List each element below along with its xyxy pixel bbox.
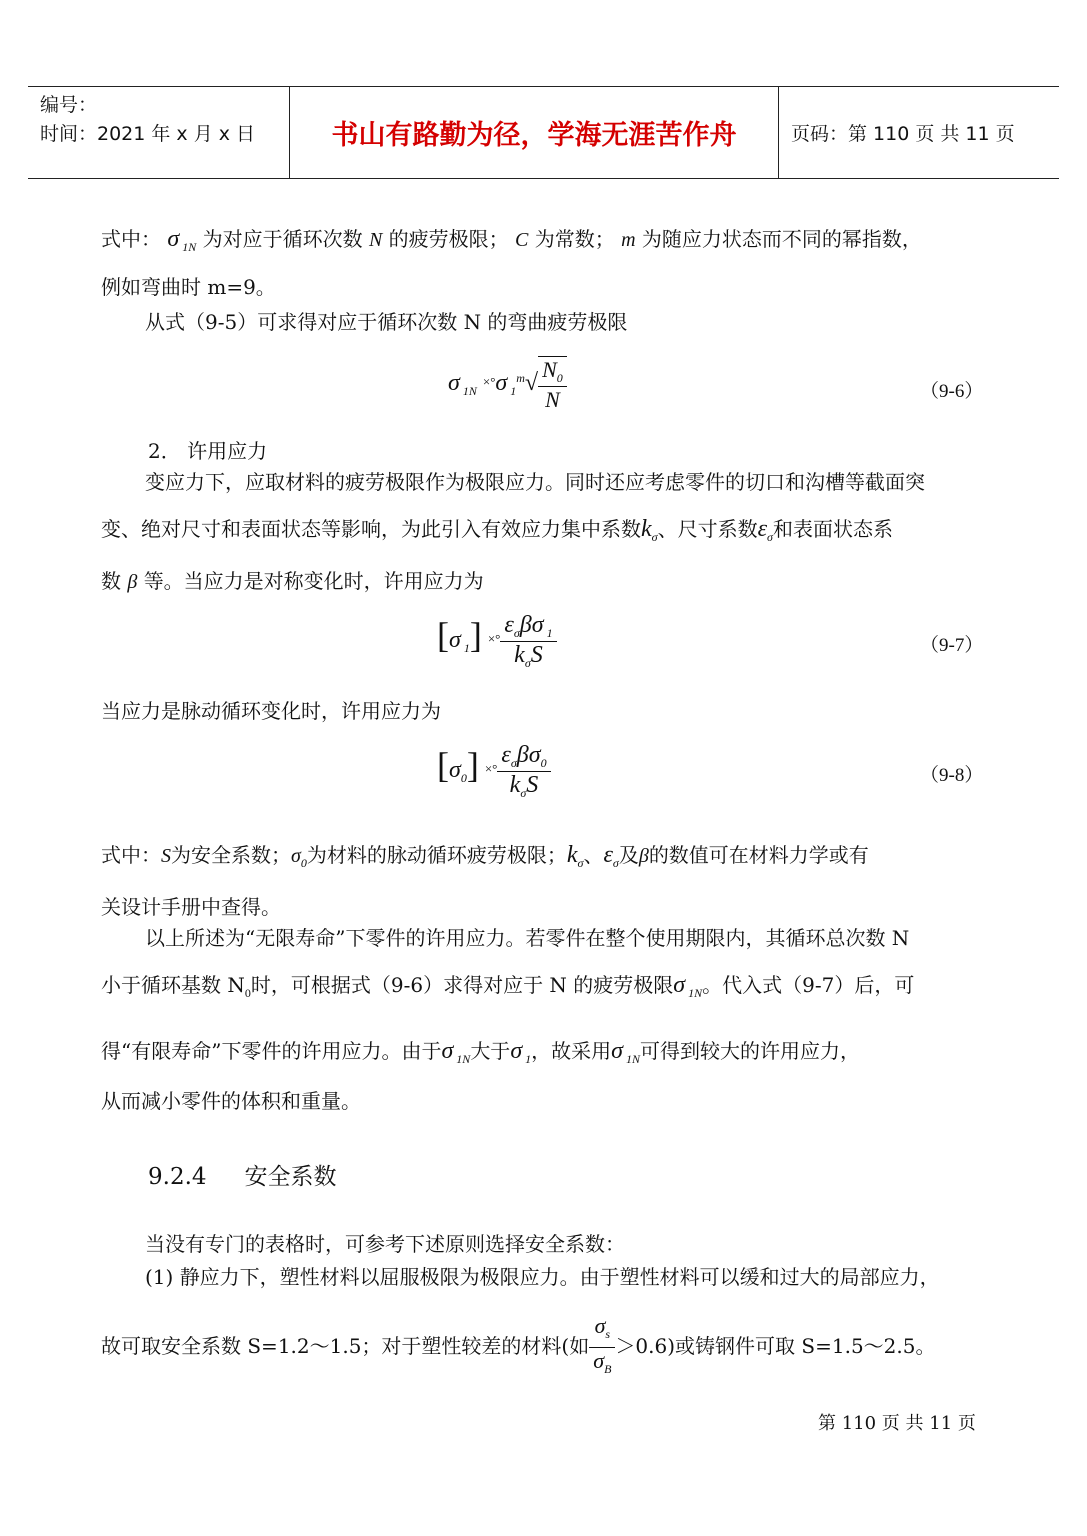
- equation-9-8: $[\sigma_0]$ ×° $\frac{\varepsilon_\sigma\beta\sigma_0}{k_\sigma S}$: [437, 742, 551, 801]
- paragraph-7: 当应力是脉动循环变化时，许用应力为: [101, 699, 441, 723]
- paragraph-10: 以上所述为“无限寿命”下零件的许用应力。若零件在整个使用期限内，其循环总次数 N: [145, 926, 910, 950]
- header-meta: [28, 87, 290, 178]
- sigma-1n-symbol: σ $_{1N}$: [167, 226, 197, 254]
- paragraph-16: 故可取安全系数 S=1.2～1.5；对于塑性较差的材料(如 $\frac{\sigma_s}{\sigma_B}$ ＞0.6)或铸钢件可取 S=1.5～2.5。: [101, 1313, 936, 1376]
- section-heading: [148, 1158, 337, 1191]
- code-label: 编号：: [40, 94, 98, 116]
- paragraph-6: 数 β 等。当应力是对称变化时，许用应力为: [101, 569, 484, 593]
- page-header: [28, 86, 1059, 179]
- equation-number-9-8: （9-8）: [920, 765, 984, 786]
- paragraph-4: 变应力下，应取材料的疲劳极限作为极限应力。同时还应考虑零件的切口和沟槽等截面突: [145, 470, 925, 494]
- equation-number-9-7: （9-7）: [920, 635, 984, 656]
- section-title: 安全系数: [244, 1164, 337, 1190]
- paragraph-8: 式中：S为安全系数；$\sigma_0$为材料的脉动循环疲劳极限；$k_\sigma$、$\varepsilon_\sigma$及β的数值可在材料力学或有: [101, 842, 869, 870]
- equation-9-6: σ $_{1N}$ ×°σ $_1^m$√ $\frac{N_0}{N}$: [448, 356, 567, 413]
- time-label: 时间：2021 年 x 月 x 日: [40, 123, 256, 145]
- paragraph-11: 小于循环基数 $N_0$时，可根据式（9-6）求得对应于 N 的疲劳极限σ $_{1N}$。代入式（9-7）后，可: [101, 972, 915, 1000]
- equation-number-9-6: （9-6）: [920, 381, 984, 402]
- equation-9-7: [σ $_1$] ×° $\frac{\varepsilon_\sigma\beta\sigma _1}{k_\sigma S}$: [437, 612, 557, 671]
- paragraph-14: 当没有专门的表格时，可参考下述原则选择安全系数：: [145, 1232, 625, 1256]
- header-motto: 书山有路勤为径，学海无涯苦作舟: [290, 87, 779, 178]
- header-page-info: 页码：第 110 页 共 11 页: [791, 123, 1015, 145]
- paragraph-5: 变、绝对尺寸和表面状态等影响，为此引入有效应力集中系数$k_\sigma$、尺寸系数$\varepsilon_\sigma$和表面状态系: [101, 516, 893, 544]
- paragraph-2: 例如弯曲时 m=9。: [101, 275, 276, 299]
- item-2-heading: 2． 许用应力: [148, 439, 268, 463]
- paragraph-9: 关设计手册中查得。: [101, 895, 281, 919]
- paragraph-3: 从式（9-5）可求得对应于循环次数 N 的弯曲疲劳极限: [145, 310, 628, 334]
- paragraph-13: 从而减小零件的体积和重量。: [101, 1089, 361, 1113]
- section-number: 9.2.4: [148, 1164, 207, 1190]
- paragraph-15: (1) 静应力下，塑性材料以屈服极限为极限应力。由于塑性材料可以缓和过大的局部应力，: [145, 1265, 940, 1289]
- paragraph-1: 式中： σ $_{1N}$ 为对应于循环次数 N 的疲劳极限； C 为常数； m 为随应力状态而不同的幂指数，: [101, 226, 922, 254]
- paragraph-12: 得“有限寿命”下零件的许用应力。由于σ $_{1N}$大于σ $_1$，故采用σ $_{1N}$可得到较大的许用应力，: [101, 1038, 861, 1066]
- page-footer: 第 110 页 共 11 页: [818, 1413, 976, 1434]
